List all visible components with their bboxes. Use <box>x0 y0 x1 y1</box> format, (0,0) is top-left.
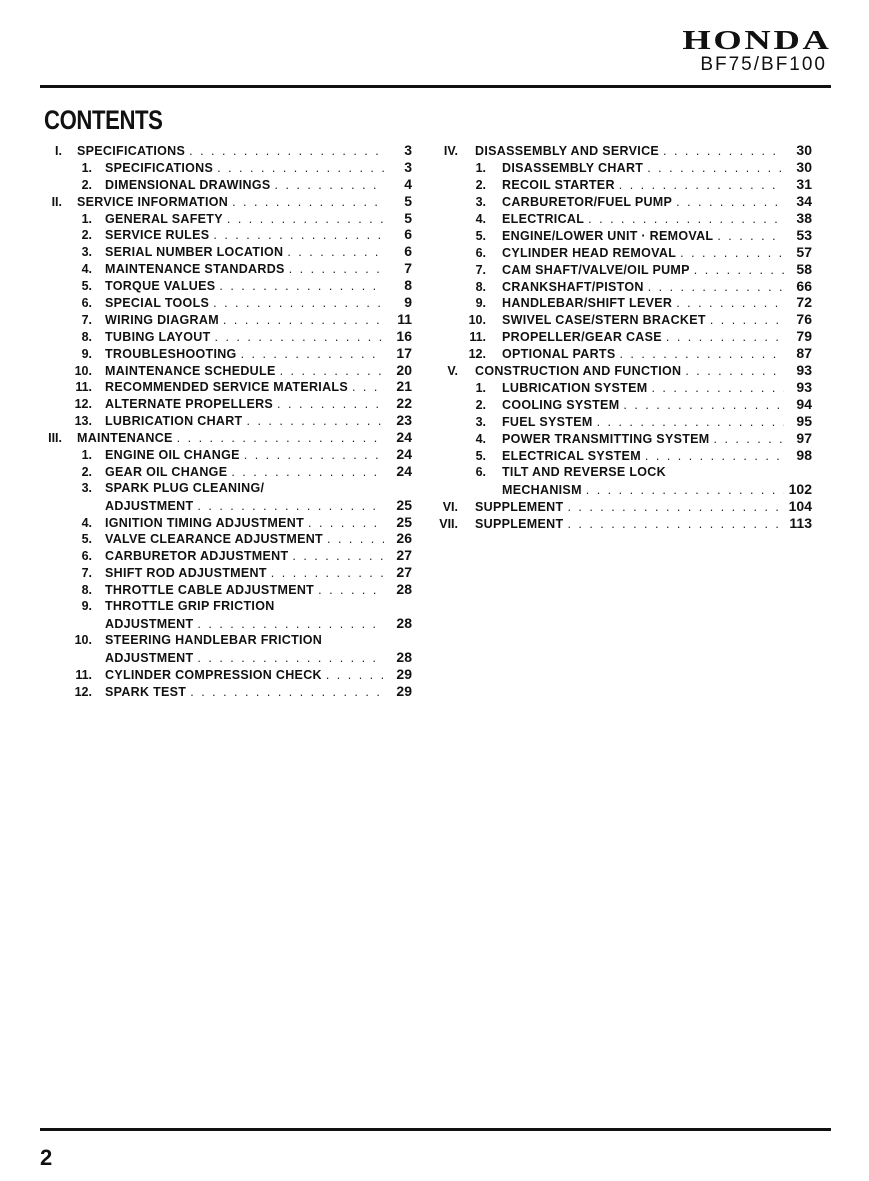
toc-entry-label: ELECTRICAL SYSTEM <box>502 448 641 463</box>
toc-entry-page: 29 <box>396 665 412 682</box>
dot-leader <box>277 396 384 413</box>
dot-leader <box>588 211 784 228</box>
toc-entry-row <box>430 345 812 362</box>
toc-entry-row <box>32 615 412 632</box>
toc-entry-page: 28 <box>396 648 412 665</box>
toc-entry-row <box>430 210 812 227</box>
toc-entry-number: 5. <box>81 532 92 547</box>
toc-entry-page: 95 <box>796 413 812 429</box>
toc-entry-page: 20 <box>396 361 412 378</box>
toc-entry-label: MAINTENANCE SCHEDULE <box>105 363 276 378</box>
toc-entry-row <box>430 481 812 498</box>
toc-entry-number: 10. <box>74 363 92 378</box>
toc-entry-row <box>32 632 412 649</box>
toc-entry-label: SUPPLEMENT <box>475 516 564 531</box>
toc-entry-number: 1. <box>81 160 92 175</box>
toc-entry-row <box>32 176 412 193</box>
dot-leader <box>231 464 384 481</box>
toc-entry-label: DISASSEMBLY CHART <box>502 160 644 175</box>
toc-entry-number: 1. <box>475 381 486 396</box>
toc-entry-row <box>430 261 812 278</box>
toc-entry-label: RECOIL STARTER <box>502 177 615 192</box>
toc-entry-number: III. <box>48 431 62 446</box>
page-title: CONTENTS <box>44 105 163 135</box>
toc-entry-number: 6. <box>475 464 486 479</box>
dot-leader <box>586 482 784 499</box>
toc-entry-label: SERVICE INFORMATION <box>77 194 229 209</box>
toc-entry-row <box>32 311 412 328</box>
toc-entry-row <box>430 430 812 447</box>
toc-entry-page: 87 <box>796 345 812 362</box>
toc-entry-page: 4 <box>404 175 412 192</box>
header-rule <box>40 85 831 88</box>
dot-leader <box>648 279 784 296</box>
toc-entry-number: 3. <box>475 194 486 209</box>
toc-entry-label: GEAR OIL CHANGE <box>105 464 228 479</box>
toc-left-column <box>32 142 412 699</box>
toc-entry-label: ADJUSTMENT <box>105 650 194 665</box>
toc-entry-number: 1. <box>475 160 486 175</box>
dot-leader <box>247 413 385 430</box>
toc-entry-row <box>32 260 412 277</box>
toc-entry-number: 4. <box>475 431 486 446</box>
toc-entry-number: 9. <box>475 296 486 311</box>
toc-entry-label: DISASSEMBLY AND SERVICE <box>475 144 660 158</box>
dot-leader <box>327 531 384 548</box>
dot-leader <box>651 380 784 397</box>
toc-entry-number: V. <box>447 364 458 379</box>
toc-entry-number: 2. <box>475 177 486 192</box>
toc-entry-page: 27 <box>396 564 412 581</box>
toc-entry-label: CARBURETOR/FUEL PUMP <box>502 194 673 209</box>
toc-entry-label: RECOMMENDED SERVICE MATERIALS <box>105 380 348 395</box>
model-name: BF75/BF100 <box>700 54 827 75</box>
toc-entry-label: GENERAL SAFETY <box>105 211 223 226</box>
toc-entry-row <box>32 683 412 700</box>
toc-entry-page: 98 <box>796 446 812 463</box>
toc-entry-page: 93 <box>796 379 812 396</box>
toc-entry-row <box>430 328 812 345</box>
dot-leader <box>717 228 784 245</box>
toc-entry-page: 24 <box>396 462 412 479</box>
toc-entry-number: IV. <box>443 144 458 158</box>
toc-entry-page: 93 <box>796 362 812 379</box>
toc-entry-label: SPECIFICATIONS <box>105 160 214 175</box>
toc-entry-page: 26 <box>396 530 412 547</box>
toc-entry-page: 7 <box>404 260 412 277</box>
toc-entry-label: VALVE CLEARANCE ADJUSTMENT <box>105 532 323 547</box>
toc-entry-page: 6 <box>404 243 412 260</box>
toc-entry-label: FUEL SYSTEM <box>502 415 593 429</box>
toc-entry-page: 24 <box>396 429 412 446</box>
toc-entry-row <box>430 176 812 193</box>
toc-entry-page: 113 <box>789 514 812 531</box>
toc-entry-number: 2. <box>475 398 486 413</box>
toc-entry-row <box>32 378 412 395</box>
toc-section-row <box>430 362 812 379</box>
toc-entry-label: CYLINDER COMPRESSION CHECK <box>105 667 322 682</box>
toc-entry-row <box>32 514 412 531</box>
dot-leader <box>275 177 385 194</box>
toc-entry-label: CONSTRUCTION AND FUNCTION <box>475 364 682 379</box>
toc-entry-label: COOLING SYSTEM <box>502 398 620 413</box>
toc-entry-row <box>32 277 412 294</box>
toc-entry-page: 23 <box>396 412 412 429</box>
dot-leader <box>241 346 384 363</box>
toc-entry-number: 12. <box>74 684 92 699</box>
toc-entry-number: VII. <box>439 516 458 531</box>
dot-leader <box>217 160 384 177</box>
toc-entry-page: 28 <box>396 581 412 598</box>
toc-entry-number: 2. <box>81 177 92 192</box>
toc-entry-page: 72 <box>796 294 812 311</box>
toc-entry-label: IGNITION TIMING ADJUSTMENT <box>105 515 304 530</box>
toc-entry-number: 3. <box>81 245 92 260</box>
dot-leader <box>215 329 384 346</box>
toc-entry-label: SWIVEL CASE/STERN BRACKET <box>502 313 706 328</box>
toc-entry-page: 9 <box>404 294 412 311</box>
dot-leader <box>676 194 784 211</box>
toc-entry-number: 10. <box>468 313 486 328</box>
toc-entry-row <box>430 464 812 481</box>
dot-leader <box>714 431 785 448</box>
toc-entry-number: 1. <box>81 448 92 463</box>
toc-entry-label: ELECTRICAL <box>502 211 585 226</box>
toc-entry-number: 12. <box>74 397 92 412</box>
toc-entry-page: 3 <box>404 158 412 175</box>
toc-entry-number: 3. <box>475 415 486 429</box>
dot-leader <box>213 295 384 312</box>
dot-leader <box>326 667 384 684</box>
toc-entry-number: 2. <box>81 464 92 479</box>
toc-right-column <box>430 142 812 532</box>
toc-entry-label: ENGINE OIL CHANGE <box>105 448 240 463</box>
toc-entry-row <box>32 666 412 683</box>
toc-entry-row <box>430 227 812 244</box>
toc-entry-page: 58 <box>796 260 812 277</box>
toc-entry-label: THROTTLE GRIP FRICTION <box>105 599 275 614</box>
dot-leader <box>352 379 384 396</box>
toc-entry-row <box>32 463 412 480</box>
toc-entry-label: TUBING LAYOUT <box>105 329 211 344</box>
toc-entry-page: 3 <box>404 142 412 158</box>
toc-entry-page: 8 <box>404 277 412 294</box>
toc-entry-row <box>32 362 412 379</box>
dot-leader <box>244 447 384 464</box>
dot-leader <box>213 227 384 244</box>
toc-entry-label: PROPELLER/GEAR CASE <box>502 330 662 345</box>
toc-entry-number: 2. <box>81 228 92 243</box>
toc-entry-row <box>430 413 812 430</box>
toc-entry-page: 97 <box>796 429 812 446</box>
toc-entry-number: 8. <box>81 583 92 598</box>
dot-leader <box>308 515 384 532</box>
toc-entry-page: 22 <box>396 395 412 412</box>
toc-entry-row <box>430 244 812 261</box>
dot-leader <box>232 194 384 211</box>
toc-entry-number: 4. <box>475 211 486 226</box>
toc-entry-page: 102 <box>788 480 812 497</box>
toc-entry-label: MECHANISM <box>502 482 582 497</box>
toc-entry-page: 6 <box>404 226 412 243</box>
toc-section-row <box>32 193 412 210</box>
toc-entry-label: MAINTENANCE <box>77 431 173 446</box>
toc-section-row <box>430 142 812 159</box>
toc-entry-label: CRANKSHAFT/PISTON <box>502 279 644 294</box>
toc-entry-row <box>430 294 812 311</box>
toc-section-row <box>32 142 412 159</box>
dot-leader <box>680 245 784 262</box>
toc-entry-row <box>32 446 412 463</box>
toc-entry-page: 24 <box>396 446 412 463</box>
toc-entry-page: 17 <box>396 344 412 361</box>
toc-entry-number: 4. <box>81 262 92 277</box>
toc-entry-number: 6. <box>81 549 92 564</box>
toc-entry-page: 31 <box>796 175 812 192</box>
toc-entry-number: 8. <box>475 279 486 294</box>
toc-entry-page: 38 <box>796 209 812 226</box>
toc-entry-label: HANDLEBAR/SHIFT LEVER <box>502 296 673 311</box>
toc-entry-label: ADJUSTMENT <box>105 616 194 631</box>
toc-entry-row <box>430 447 812 464</box>
toc-entry-label: ENGINE/LOWER UNIT · REMOVAL <box>502 228 714 243</box>
toc-section-row <box>430 498 812 515</box>
toc-entry-page: 57 <box>796 243 812 260</box>
dot-leader <box>219 278 384 295</box>
toc-entry-number: 9. <box>81 346 92 361</box>
toc-entry-page: 53 <box>796 226 812 243</box>
toc-entry-label: CYLINDER HEAD REMOVAL <box>502 245 677 260</box>
toc-entry-number: 11. <box>75 667 92 682</box>
dot-leader <box>567 516 784 533</box>
dot-leader <box>197 616 384 633</box>
toc-section-row <box>32 429 412 446</box>
toc-entry-label: ALTERNATE PROPELLERS <box>105 397 274 412</box>
toc-entry-number: 5. <box>475 448 486 463</box>
toc-entry-number: 8. <box>81 329 92 344</box>
toc-entry-row <box>32 497 412 514</box>
toc-entry-page: 11 <box>397 310 412 327</box>
toc-entry-page: 34 <box>796 192 812 209</box>
toc-entry-number: II. <box>51 194 62 209</box>
dot-leader <box>685 363 784 380</box>
dot-leader <box>177 430 384 447</box>
toc-entry-number: 3. <box>81 480 92 495</box>
toc-entry-number: 11. <box>469 330 486 345</box>
brand-logo: HONDA <box>681 25 831 55</box>
toc-entry-label: SERIAL NUMBER LOCATION <box>105 245 284 260</box>
dot-leader <box>666 329 784 346</box>
dot-leader <box>197 498 384 515</box>
toc-entry-number: 7. <box>81 312 92 327</box>
dot-leader <box>567 499 784 516</box>
toc-entry-page: 5 <box>404 192 412 209</box>
toc-entry-label: SPARK TEST <box>105 684 187 699</box>
toc-entry-row <box>32 412 412 429</box>
toc-entry-number: VI. <box>442 499 458 514</box>
toc-entry-label: TILT AND REVERSE LOCK <box>502 464 666 479</box>
toc-entry-row <box>32 564 412 581</box>
toc-entry-row <box>32 226 412 243</box>
toc-entry-number: 4. <box>81 515 92 530</box>
toc-entry-number: 12. <box>468 347 486 362</box>
toc-entry-label: ADJUSTMENT <box>105 498 194 513</box>
dot-leader <box>676 295 784 312</box>
toc-entry-label: DIMENSIONAL DRAWINGS <box>105 177 271 192</box>
toc-entry-page: 79 <box>796 328 812 345</box>
toc-entry-number: 6. <box>475 245 486 260</box>
dot-leader <box>190 684 384 701</box>
page-number: 2 <box>40 1145 53 1170</box>
dot-leader <box>645 448 784 465</box>
dot-leader <box>271 565 384 582</box>
dot-leader <box>710 312 784 329</box>
dot-leader <box>289 261 384 278</box>
toc-entry-number: 11. <box>75 380 92 395</box>
toc-entry-page: 16 <box>396 327 412 344</box>
toc-entry-label: POWER TRANSMITTING SYSTEM <box>502 431 710 446</box>
toc-entry-label: STEERING HANDLEBAR FRICTION <box>105 632 323 647</box>
dot-leader <box>694 262 784 279</box>
toc-entry-page: 29 <box>396 682 412 699</box>
dot-leader <box>223 312 384 329</box>
dot-leader <box>280 363 384 380</box>
dot-leader <box>623 397 784 414</box>
toc-entry-page: 76 <box>796 311 812 328</box>
dot-leader <box>619 177 784 194</box>
toc-entry-number: 5. <box>475 228 486 243</box>
toc-entry-label: TORQUE VALUES <box>105 279 216 294</box>
toc-entry-row <box>32 547 412 564</box>
toc-entry-page: 66 <box>796 277 812 294</box>
toc-entry-label: LUBRICATION CHART <box>105 414 243 429</box>
toc-entry-page: 5 <box>404 209 412 226</box>
toc-entry-page: 30 <box>796 158 812 175</box>
toc-entry-label: MAINTENANCE STANDARDS <box>105 262 285 277</box>
toc-entry-page: 25 <box>396 513 412 530</box>
dot-leader <box>227 211 384 228</box>
dot-leader <box>663 143 784 160</box>
dot-leader <box>647 160 784 177</box>
toc-entry-page: 27 <box>396 547 412 564</box>
toc-entry-row <box>430 193 812 210</box>
toc-entry-row <box>32 598 412 615</box>
toc-entry-row <box>32 395 412 412</box>
toc-entry-label: CARBURETOR ADJUSTMENT <box>105 549 289 564</box>
dot-leader <box>287 244 384 261</box>
toc-entry-row <box>32 581 412 598</box>
toc-entry-row <box>32 294 412 311</box>
toc-entry-label: SPECIFICATIONS <box>77 144 186 158</box>
toc-entry-row <box>32 345 412 362</box>
toc-entry-row <box>32 530 412 547</box>
toc-entry-page: 28 <box>396 614 412 631</box>
toc-entry-page: 30 <box>796 142 812 158</box>
toc-entry-number: 9. <box>81 599 92 614</box>
dot-leader <box>189 143 384 160</box>
dot-leader <box>619 346 784 363</box>
footer-rule <box>40 1128 831 1131</box>
dot-leader <box>318 582 384 599</box>
toc-entry-number: 5. <box>81 279 92 294</box>
dot-leader <box>292 548 384 565</box>
toc-entry-row <box>32 243 412 260</box>
toc-entry-row <box>32 210 412 227</box>
toc-entry-number: 7. <box>475 262 486 277</box>
dot-leader <box>597 414 784 431</box>
toc-entry-label: SERVICE RULES <box>105 228 210 243</box>
toc-entry-row <box>32 328 412 345</box>
toc-entry-row <box>32 159 412 176</box>
toc-entry-number: 6. <box>81 296 92 311</box>
toc-entry-number: 13. <box>74 414 92 429</box>
toc-entry-page: 21 <box>396 378 412 395</box>
toc-entry-label: SHIFT ROD ADJUSTMENT <box>105 566 267 581</box>
toc-entry-label: OPTIONAL PARTS <box>502 347 616 362</box>
dot-leader <box>197 650 384 667</box>
toc-entry-label: WIRING DIAGRAM <box>105 312 219 327</box>
toc-entry-row <box>32 480 412 497</box>
toc-entry-number: 1. <box>81 211 92 226</box>
toc-entry-page: 94 <box>796 396 812 413</box>
toc-entry-label: SPARK PLUG CLEANING/ <box>105 480 265 495</box>
toc-entry-number: I. <box>55 144 62 158</box>
toc-entry-label: THROTTLE CABLE ADJUSTMENT <box>105 583 315 598</box>
toc-entry-label: SPECIAL TOOLS <box>105 296 210 311</box>
toc-entry-page: 25 <box>396 496 412 513</box>
toc-entry-label: TROUBLESHOOTING <box>105 346 237 361</box>
toc-entry-row <box>32 649 412 666</box>
toc-entry-row <box>430 159 812 176</box>
toc-entry-label: CAM SHAFT/VALVE/OIL PUMP <box>502 262 690 277</box>
toc-entry-row <box>430 311 812 328</box>
toc-entry-row <box>430 278 812 295</box>
toc-entry-label: LUBRICATION SYSTEM <box>502 381 648 396</box>
toc-entry-number: 7. <box>81 566 92 581</box>
toc-entry-page: 104 <box>788 497 812 514</box>
toc-entry-label: SUPPLEMENT <box>475 499 564 514</box>
toc-entry-number: 10. <box>74 632 92 647</box>
toc-section-row <box>430 515 812 532</box>
toc-entry-row <box>430 379 812 396</box>
toc-entry-row <box>430 396 812 413</box>
